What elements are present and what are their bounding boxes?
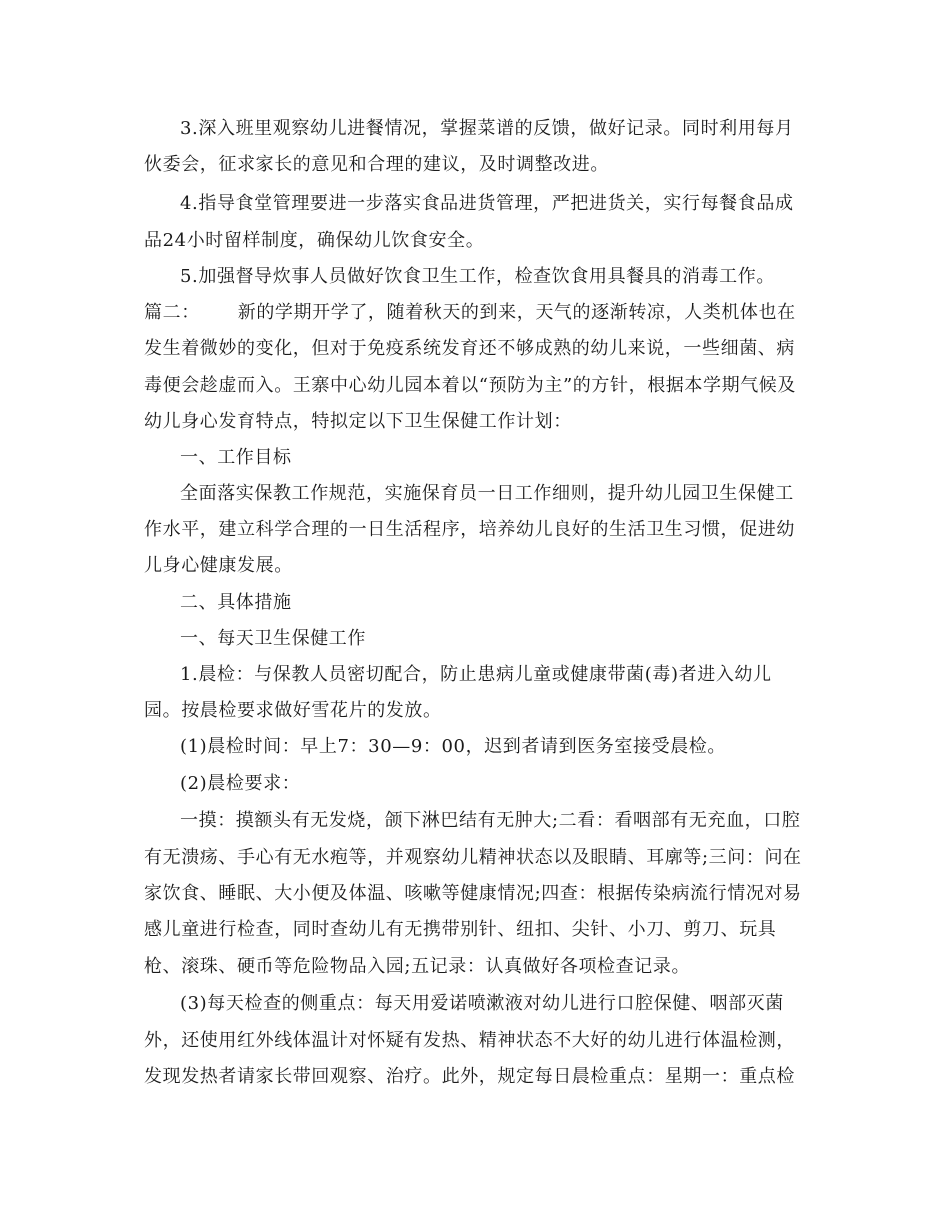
text-line: 伙委会，征求家长的意见和合理的建议，及时调整改进。 bbox=[144, 154, 609, 175]
text-line: 枪、滚珠、硬币等危险物品入园;五记录：认真做好各项检查记录。 bbox=[144, 956, 691, 977]
text-line: 外，还使用红外线体温计对怀疑有发热、精神状态不大好的幼儿进行体温检测， bbox=[144, 1030, 795, 1051]
text-line: 5.加强督导炊事人员做好饮食卫生工作，检查饮食用具餐具的消毒工作。 bbox=[180, 266, 775, 287]
text-line: 篇二： 新的学期开学了，随着秋天的到来，天气的逐渐转凉，人类机体也在 bbox=[144, 302, 796, 323]
text-line: 有无溃疡、手心有无水疱等，并观察幼儿精神状态以及眼睛、耳廓等;三问：问在 bbox=[144, 847, 802, 868]
section-heading: 一、工作目标 bbox=[180, 447, 292, 468]
text-line: 感儿童进行检查，同时查幼儿有无携带别针、纽扣、尖针、小刀、剪刀、玩具 bbox=[144, 919, 777, 940]
text-line: 全面落实保教工作规范，实施保育员一日工作细则，提升幼儿园卫生保健工 bbox=[180, 483, 794, 504]
text-line: 幼儿身心发育特点，特拟定以下卫生保健工作计划： bbox=[144, 411, 572, 432]
text-line: (3)每天检查的侧重点：每天用爱诺喷漱液对幼儿进行口腔保健、咽部灭菌 bbox=[180, 993, 784, 1014]
text-line: 发现发热者请家长带回观察、治疗。此外，规定每日晨检重点：星期一：重点检 bbox=[144, 1066, 795, 1087]
text-line: (2)晨检要求： bbox=[180, 773, 301, 794]
text-line: 儿身心健康发展。 bbox=[144, 555, 293, 576]
text-line: 家饮食、睡眠、大小便及体温、咳嗽等健康情况;四查：根据传染病流行情况对易 bbox=[144, 883, 802, 904]
section-heading: 二、具体措施 bbox=[180, 592, 292, 613]
text-line: 4.指导食堂管理要进一步落实食品进货管理，严把进货关，实行每餐食品成 bbox=[180, 193, 794, 214]
text-line: 园。按晨检要求做好雪花片的发放。 bbox=[144, 700, 442, 721]
text-line: 3.深入班里观察幼儿进餐情况，掌握菜谱的反馈，做好记录。同时利用每月 bbox=[180, 118, 794, 139]
text-line: 一摸：摸额头有无发烧，颌下淋巴结有无肿大;二看：看咽部有无充血，口腔 bbox=[180, 810, 801, 831]
section-heading: 一、每天卫生保健工作 bbox=[180, 628, 366, 649]
text-line: (1)晨检时间：早上7：30—9：00，迟到者请到医务室接受晨检。 bbox=[180, 736, 727, 757]
text-line: 品24小时留样制度，确保幼儿饮食安全。 bbox=[144, 230, 485, 251]
text-line: 作水平，建立科学合理的一日生活程序，培养幼儿良好的生活卫生习惯，促进幼 bbox=[144, 519, 795, 540]
text-line: 发生着微妙的变化，但对于免疫系统发育还不够成熟的幼儿来说，一些细菌、病 bbox=[144, 338, 795, 359]
text-line: 毒便会趁虚而入。王寨中心幼儿园本着以“预防为主”的方针，根据本学期气候及 bbox=[144, 375, 797, 396]
text-line: 1.晨检：与保教人员密切配合，防止患病儿童或健康带菌(毒)者进入幼儿 bbox=[180, 664, 772, 685]
